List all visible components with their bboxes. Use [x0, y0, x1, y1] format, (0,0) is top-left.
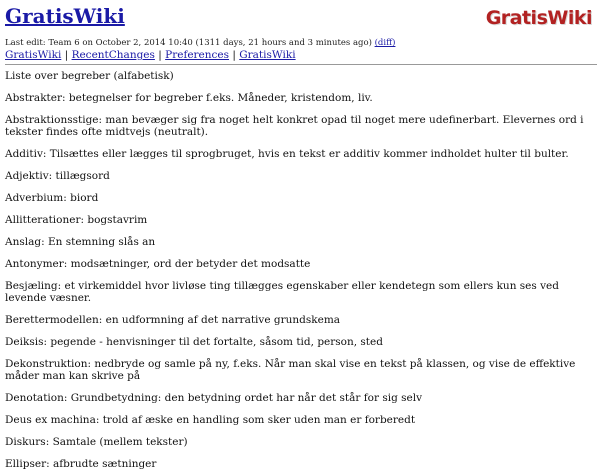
- nav-separator: |: [158, 49, 162, 61]
- nav-link-preferences[interactable]: Preferences: [165, 49, 230, 61]
- term-entry: Antonymer: modsætninger, ord der betyder det modsatte: [5, 258, 311, 270]
- term-entry: Dekonstruktion: nedbryde og samle på ny, f.eks. Når man skal vise en tekst på klassen, og vise de effektive måder man kan skrive på: [5, 358, 576, 382]
- term-entry: Allitterationer: bogstavrim: [5, 214, 148, 226]
- term-entry: Besjæling: et virkemiddel hvor livløse ting tillægges egenskaber eller kendetegn som ellers kun ses ved levende væsner.: [5, 280, 559, 304]
- header-divider: [5, 64, 597, 65]
- nav-link-gratiswiki[interactable]: GratisWiki: [5, 49, 62, 61]
- term-entry: Diskurs: Samtale (mellem tekster): [5, 436, 188, 448]
- nav-separator: |: [64, 49, 69, 61]
- term-entry: Anslag: En stemning slås an: [5, 236, 156, 248]
- last-edit-text: Last edit: Team 6 on October 2, 2014 10:40 (1311 days, 21 hours and 3 minutes ago): [5, 38, 372, 48]
- nav-link-recentchanges[interactable]: RecentChanges: [71, 49, 155, 61]
- nav-link-gratiswiki-page[interactable]: GratisWiki: [239, 49, 296, 61]
- term-entry: Abstrakter: betegnelser for begreber f.eks. Måneder, kristendom, liv.: [5, 92, 373, 104]
- diff-link[interactable]: (diff): [374, 38, 396, 48]
- term-entry: Denotation: Grundbetydning: den betydning ordet har når det står for sig selv: [5, 392, 423, 404]
- term-entry: Abstraktionsstige: man bevæger sig fra noget helt konkret opad til noget mere udefinerbart. Elevernes ord i tekster findes ofte midtvejs (neutralt).: [5, 114, 584, 138]
- term-entry: Additiv: Tilsættes eller lægges til sprogbruget, hvis en tekst er additiv kommer indholdet hulter til bulter.: [5, 148, 569, 160]
- term-entry: Deiksis: pegende - henvisninger til det fortalte, såsom tid, person, sted: [5, 336, 383, 348]
- site-logo[interactable]: GratisWiki: [485, 7, 592, 29]
- term-entry: Adverbium: biord: [5, 192, 99, 204]
- term-entry: Berettermodellen: en udformning af det narrative grundskema: [5, 314, 341, 326]
- last-edit-info: [5, 38, 395, 49]
- content-heading: Liste over begreber (alfabetisk): [5, 70, 174, 82]
- term-entry: Deus ex machina: trold af æske en handling som sker uden man er forberedt: [5, 414, 416, 426]
- term-entry: Adjektiv: tillægsord: [5, 170, 110, 182]
- term-entry: Ellipser: afbrudte sætninger: [5, 458, 157, 470]
- wiki-content: [5, 66, 597, 470]
- page-title-link[interactable]: GratisWiki: [5, 4, 125, 28]
- nav-bar: [5, 49, 296, 62]
- nav-separator: |: [232, 49, 236, 61]
